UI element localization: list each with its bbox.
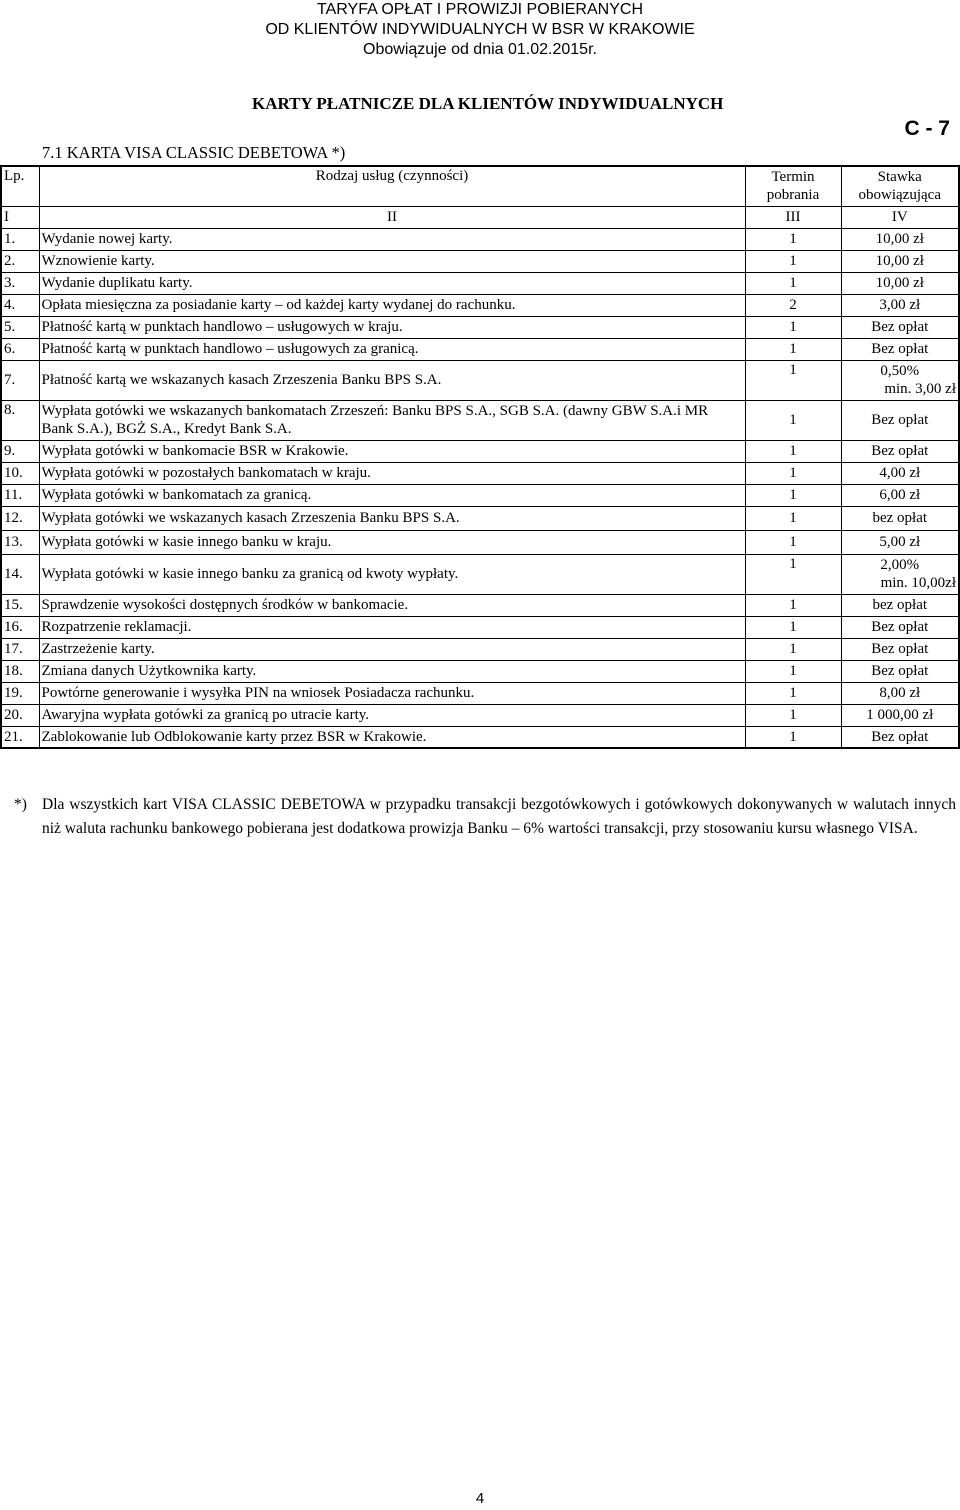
row-lp: 9. xyxy=(1,440,39,462)
row-rate: 6,00 zł xyxy=(841,484,959,506)
row-service: Wypłata gotówki we wskazanych bankomatach Zrzeszeń: Banku BPS S.A., SGB S.A. (dawny GBW S.A.i MR Bank S.A.), BGŻ S.A., Kredyt Bank S.A. xyxy=(39,400,745,440)
header-rate-line-2: obowiązująca xyxy=(858,187,941,204)
table-row xyxy=(1,250,959,272)
row-term: 1 xyxy=(745,272,841,294)
row-lp: 17. xyxy=(1,638,39,660)
row-rate-line-1: 0,50% xyxy=(880,363,920,379)
table-row xyxy=(1,704,959,726)
row-rate: 10,00 zł xyxy=(841,272,959,294)
table-row xyxy=(1,462,959,484)
roman-iv: IV xyxy=(841,206,959,228)
table-row xyxy=(1,484,959,506)
row-service: Rozpatrzenie reklamacji. xyxy=(39,616,745,638)
row-rate: 3,00 zł xyxy=(841,294,959,316)
row-service: Wypłata gotówki w kasie innego banku za granicą od kwoty wypłaty. xyxy=(39,554,745,594)
footnote-mark: *) xyxy=(14,796,27,813)
row-rate: Bez opłat xyxy=(841,440,959,462)
row-rate: Bez opłat xyxy=(841,726,959,748)
row-rate: bez opłat xyxy=(841,594,959,616)
row-rate xyxy=(841,554,959,594)
table-row xyxy=(1,294,959,316)
page-number: 4 xyxy=(475,1490,485,1507)
row-lp: 7. xyxy=(1,360,39,400)
row-term: 1 xyxy=(745,554,841,594)
row-service: Zablokowanie lub Odblokowanie karty przez BSR w Krakowie. xyxy=(39,726,745,748)
row-term: 1 xyxy=(745,484,841,506)
row-service: Wypłata gotówki w bankomatach za granicą. xyxy=(39,484,745,506)
header-title-line-1: TARYFA OPŁAT I PROWIZJI POBIERANYCH xyxy=(317,1,643,18)
table-row xyxy=(1,400,959,440)
header-term-line-2: pobrania xyxy=(766,187,820,204)
row-service: Wypłata gotówki w pozostałych bankomatach w kraju. xyxy=(39,462,745,484)
row-service: Zmiana danych Użytkownika karty. xyxy=(39,660,745,682)
row-rate xyxy=(841,360,959,400)
row-lp: 6. xyxy=(1,338,39,360)
row-service: Płatność kartą w punktach handlowo – usługowych za granicą. xyxy=(39,338,745,360)
footnote-text: Dla wszystkich kart VISA CLASSIC DEBETOWA w przypadku transakcji bezgotówkowych i gotówkowych dokonywanych w walutach innych niż waluta rachunku bankowego pobierana jest dodatkowa prowizja Banku – 6% wartości transakcji, przy stosowaniu kursu własnego VISA. xyxy=(42,796,956,837)
row-lp: 14. xyxy=(1,554,39,594)
table-row xyxy=(1,360,959,400)
row-term: 1 xyxy=(745,228,841,250)
table-row xyxy=(1,554,959,594)
header-rate xyxy=(841,166,959,206)
row-rate: Bez opłat xyxy=(841,616,959,638)
row-service: Sprawdzenie wysokości dostępnych środków w bankomacie. xyxy=(39,594,745,616)
row-rate: 1 000,00 zł xyxy=(841,704,959,726)
row-service: Wypłata gotówki we wskazanych kasach Zrzeszenia Banku BPS S.A. xyxy=(39,506,745,530)
card-title: 7.1 KARTA VISA CLASSIC DEBETOWA *) xyxy=(42,143,346,162)
table-row xyxy=(1,440,959,462)
roman-numeral-row xyxy=(1,206,959,228)
row-term: 1 xyxy=(745,338,841,360)
fee-table xyxy=(0,165,960,749)
row-rate: 4,00 zł xyxy=(841,462,959,484)
table-row xyxy=(1,594,959,616)
row-rate: Bez opłat xyxy=(841,338,959,360)
table-row xyxy=(1,682,959,704)
roman-iii: III xyxy=(745,206,841,228)
row-lp: 12. xyxy=(1,506,39,530)
roman-i: I xyxy=(1,206,39,228)
row-lp: 16. xyxy=(1,616,39,638)
row-term: 1 xyxy=(745,660,841,682)
row-lp: 18. xyxy=(1,660,39,682)
row-service: Awaryjna wypłata gotówki za granicą po utracie karty. xyxy=(39,704,745,726)
row-rate: Bez opłat xyxy=(841,400,959,440)
row-term: 1 xyxy=(745,506,841,530)
row-lp: 4. xyxy=(1,294,39,316)
table-row xyxy=(1,228,959,250)
row-term: 1 xyxy=(745,594,841,616)
row-service: Wypłata gotówki w bankomacie BSR w Krakowie. xyxy=(39,440,745,462)
row-service: Płatność kartą we wskazanych kasach Zrzeszenia Banku BPS S.A. xyxy=(39,360,745,400)
header-lp: Lp. xyxy=(1,166,39,206)
header-effective-date: Obowiązuje od dnia 01.02.2015r. xyxy=(363,41,597,58)
row-term: 2 xyxy=(745,294,841,316)
table-row xyxy=(1,660,959,682)
row-service: Opłata miesięczna za posiadanie karty – od każdej karty wydanej do rachunku. xyxy=(39,294,745,316)
table-row xyxy=(1,506,959,530)
row-rate: Bez opłat xyxy=(841,660,959,682)
table-row xyxy=(1,338,959,360)
row-term: 1 xyxy=(745,360,841,400)
row-lp: 2. xyxy=(1,250,39,272)
row-lp: 15. xyxy=(1,594,39,616)
row-lp: 8. xyxy=(1,400,39,440)
row-term: 1 xyxy=(745,440,841,462)
row-term: 1 xyxy=(745,682,841,704)
row-rate: 10,00 zł xyxy=(841,228,959,250)
row-lp: 5. xyxy=(1,316,39,338)
page-code: C - 7 xyxy=(904,117,950,140)
row-term: 1 xyxy=(745,400,841,440)
row-lp: 21. xyxy=(1,726,39,748)
row-service: Zastrzeżenie karty. xyxy=(39,638,745,660)
table-row xyxy=(1,272,959,294)
row-term: 1 xyxy=(745,638,841,660)
table-row xyxy=(1,530,959,554)
table-row xyxy=(1,638,959,660)
row-service: Płatność kartą w punktach handlowo – usługowych w kraju. xyxy=(39,316,745,338)
table-row xyxy=(1,726,959,748)
header-term xyxy=(745,166,841,206)
row-lp: 10. xyxy=(1,462,39,484)
row-term: 1 xyxy=(745,704,841,726)
row-term: 1 xyxy=(745,462,841,484)
row-term: 1 xyxy=(745,316,841,338)
row-rate: 10,00 zł xyxy=(841,250,959,272)
row-rate: 8,00 zł xyxy=(841,682,959,704)
row-service: Powtórne generowanie i wysyłka PIN na wniosek Posiadacza rachunku. xyxy=(39,682,745,704)
header-title-line-2: OD KLIENTÓW INDYWIDUALNYCH W BSR W KRAKOWIE xyxy=(265,21,695,38)
row-rate: 5,00 zł xyxy=(841,530,959,554)
row-service: Wydanie duplikatu karty. xyxy=(39,272,745,294)
header-service: Rodzaj usług (czynności) xyxy=(39,166,745,206)
table-row xyxy=(1,316,959,338)
row-service: Wydanie nowej karty. xyxy=(39,228,745,250)
table-row xyxy=(1,616,959,638)
row-lp: 20. xyxy=(1,704,39,726)
row-term: 1 xyxy=(745,250,841,272)
row-rate-line-2: min. 3,00 zł xyxy=(884,381,956,397)
row-lp: 3. xyxy=(1,272,39,294)
row-lp: 13. xyxy=(1,530,39,554)
table-header-row xyxy=(1,166,959,206)
roman-ii: II xyxy=(39,206,745,228)
row-term: 1 xyxy=(745,726,841,748)
row-rate: Bez opłat xyxy=(841,316,959,338)
header-term-line-1: Termin xyxy=(771,169,815,186)
footnote xyxy=(14,793,956,841)
row-service: Wypłata gotówki w kasie innego banku w kraju. xyxy=(39,530,745,554)
row-rate: bez opłat xyxy=(841,506,959,530)
header-rate-line-1: Stawka xyxy=(877,169,922,186)
row-rate-line-1: 2,00% xyxy=(880,557,920,573)
row-lp: 11. xyxy=(1,484,39,506)
row-rate-line-2: min. 10,00zł xyxy=(880,575,956,591)
row-service: Wznowienie karty. xyxy=(39,250,745,272)
row-term: 1 xyxy=(745,616,841,638)
row-lp: 19. xyxy=(1,682,39,704)
section-title: KARTY PŁATNICZE DLA KLIENTÓW INDYWIDUALNYCH xyxy=(252,94,724,113)
row-lp: 1. xyxy=(1,228,39,250)
row-rate: Bez opłat xyxy=(841,638,959,660)
row-term: 1 xyxy=(745,530,841,554)
